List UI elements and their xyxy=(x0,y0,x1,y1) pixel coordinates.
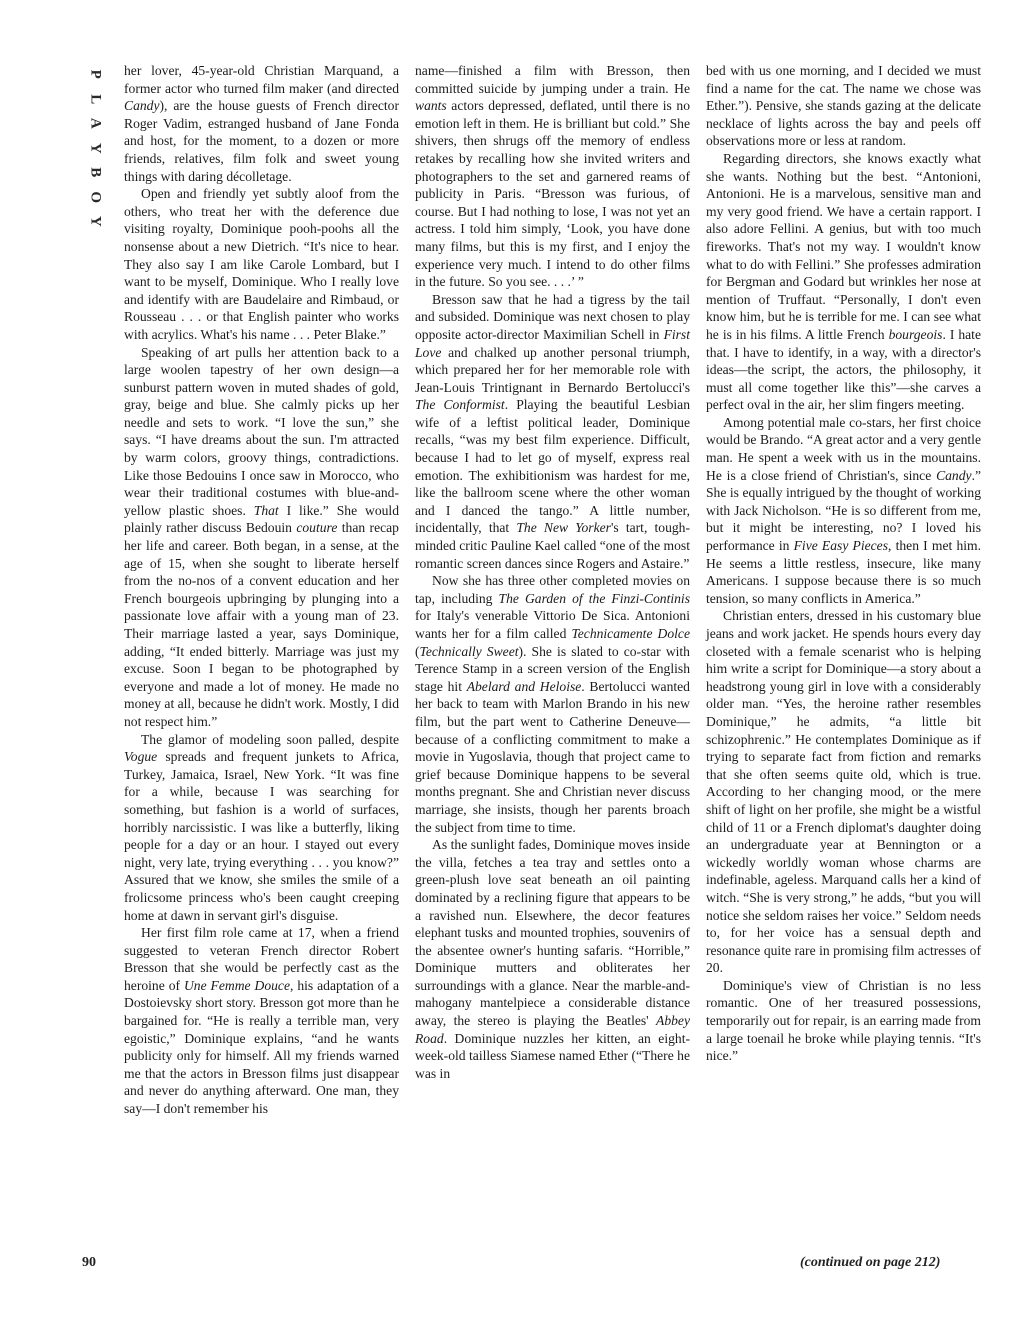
text-column-1 xyxy=(124,62,399,1118)
paragraph-text: Now she has three other completed movies on tap, including xyxy=(415,573,690,606)
paragraph-text: 's tart, tough-minded critic Pauline Kael called “one of the most romantic screen dances since Rogers and Astaire.” xyxy=(415,520,690,571)
article-paragraph xyxy=(124,731,399,925)
masthead-letter: B xyxy=(87,167,104,178)
paragraph-text: and chalked up another personal triumph, which prepared her for her memorable role with Jean-Louis Trintignant in Bernardo Bertolucci's xyxy=(415,344,690,395)
paragraph-text: I like.” She would plainly rather discuss Bedouin xyxy=(124,502,399,536)
article-paragraph xyxy=(706,607,981,976)
article-paragraph xyxy=(415,62,690,291)
paragraph-text: Her first film role came at 17, when a friend suggested to veteran French director Robert Bresson that she would be perfectly cast as the heroine of xyxy=(124,925,399,993)
paragraph-text: As the sunlight fades, Dominique moves inside the villa, fetches a tea tray and settles onto a green-plush love seat beneath an oil painting dominated by a reclining figure that appears to be a ravished nun. Elsewhere, the decor features elephant tusks and mounted trophies, souvenirs of the absentee owner's hunting safaris. “Horrible,” Dominique mutters and obliterates her surroundings with a glance. Near the marble-and-mahogany mantelpiece a considerable distance away, the stereo is playing the Beatles' xyxy=(415,837,690,1029)
paragraph-text: Open and friendly yet subtly aloof from the others, who treat her with the deference due visiting royalty, Dominique pooh-poohs all the nonsense about a new Dietrich. “It's nice to hear. They also say I am like Carole Lombard, but I want to be myself, Dominique. Who I really love and identify with are Baudelaire and Rimbaud, or Rousseau . . . or that English painter who works with acrylics. What's his name . . . Peter Blake.” xyxy=(124,186,399,342)
italic-title: Candy xyxy=(936,467,972,483)
paragraph-text: Among potential male co-stars, her first choice would be Brando. “A great actor and a very gentle man. He spent a week with us in the mountains. He is a close friend of Christian's, since xyxy=(706,414,981,483)
paragraph-text: , his adaptation of a Dostoievsky short story. Bresson got more than he bargained for. “He is really a terrible man, very egoistic,” Dominique explains, “and he wants publicity only for himself. All my friends warned me that the actors in Bresson films just disappear and never do anything afterward. One man, they say—I don't remember his xyxy=(124,977,399,1117)
article-paragraph xyxy=(415,291,690,573)
paragraph-text: Regarding directors, she knows exactly what she wants. Nothing but the best. “Antonioni, Antonioni. He is a marvelous, sensitive man and my very good friend. We have a certain rapport. I also adore Fellini. A genius, but with too much fireworks. That's not my way. I wouldn't know what to do with Fellini.” She professes admiration for Bergman and Godard but wrinkles her nose at mention of Truffaut. “Personally, I don't even know him, but he is terrible for me. I can see what he is in his films. A little French xyxy=(706,150,981,342)
italic-title: Abbey Road xyxy=(415,1013,690,1046)
paragraph-text: ( xyxy=(415,643,420,659)
italic-title: First Love xyxy=(415,326,690,360)
masthead-letter: L xyxy=(87,93,104,104)
paragraph-text: name—finished a film with Bresson, then committed suicide by jumping under a train. He xyxy=(415,63,690,96)
text-column-3 xyxy=(706,62,981,1065)
paragraph-text: ), are the house guests of French director Roger Vadim, estranged husband of Jane Fonda and host, for the moment, to a dozen or more friends, relatives, film folk and sweet young things with daring décolletage. xyxy=(124,98,399,184)
italic-title: Technically Sweet xyxy=(419,643,519,659)
paragraph-text: actors depressed, deflated, until there is no emotion left in them. He is brilliant but cold.” She shivers, then shrugs off the memory of endless retakes by recalling how she invited writers and photographers to the set and garnered reams of publicity in Paris. “Bresson was furious, of course. But I had nothing to lose, I was not yet an actress. I told him simply, ‘Look, you have done many films, but this is my first, and I enjoy the experience very much. I intend to do other films in the future. So you see. . . .’ ” xyxy=(415,98,690,290)
paragraph-text: her lover, 45-year-old Christian Marquand, a former actor who turned film maker (and directed xyxy=(124,63,399,96)
italic-title: Technicamente Dolce xyxy=(571,626,690,641)
masthead-letter: Y xyxy=(87,215,104,227)
paragraph-text: Speaking of art pulls her attention back to a large woolen tapestry of her own design—a sunburst pattern woven in muted shades of gold, gray, beige and blue. She calmly picks up her needle and sets to work. “I love the sun,” she says. “I have dreams about the sun. I'm attracted by warm colors, groovy things, contradictions. Like those Bedouins I once saw in Morocco, who wear their traditional costumes with blue-and-yellow plastic shoes. xyxy=(124,344,399,518)
article-paragraph xyxy=(415,836,690,1082)
paragraph-text: than recap her life and career. Both began, in a sense, at the age of 15, when she sought to liberate herself from the no-nos of a convent education and her French bourgeois upbringing by plunging into a passionate love affair with a young man of 23. Their marriage lasted a year, says Dominique, adding, “It ended bitterly. Marriage was just my excuse. Soon I began to be photographed by everyone and made a lot of money. He made no money at all, because he didn't work. Mostly, I did not respect him.” xyxy=(124,520,399,729)
italic-title: Abelard and Heloise xyxy=(466,678,582,694)
paragraph-text: The glamor of modeling soon palled, despite xyxy=(141,731,399,747)
article-paragraph xyxy=(706,977,981,1065)
article-paragraph xyxy=(706,414,981,608)
paragraph-text: Christian enters, dressed in his customary blue jeans and work jacket. He spends hours every day closeted with a female scenarist who is helping him write a script for Dominique—a story about a headstrong young girl in love with a considerably older man. “Yes, the heroine rather resembles Dominique,” he admits, “a little bit schizophrenic.” He contemplates Dominique as if trying to separate fact from fiction and remarks that she often seems quite old, which is true. According to her changing mood, or the mere shift of light on her profile, she might be a wistful child of 11 or a French diplomat's daughter doing an undergraduate year at Bennington or a wickedly worldly woman whose charms are indefinable, ageless. Marquand calls her a kind of witch. “She is very strong,” he adds, “but you will notice she seldom raises her voice.” Seldom needs to, for her voice has a sensual depth and resonance quite rare in promising film actresses of 20. xyxy=(706,608,981,976)
paragraph-text: ). She is slated to co-star with Terence Stamp in a screen version of the English stage hit xyxy=(415,643,690,694)
italic-title: That xyxy=(253,502,279,518)
paragraph-text: . Bertolucci wanted her back to team with Marlon Brando in his new film, but the part went to Catherine Deneuve—because of a conflicting commitment to make a movie in Yugoslavia, though that project came to grief because Dominique happens to be several months pregnant. She and Christian never discuss marriage, she insists, though her parents broach the subject from time to time. xyxy=(415,678,690,835)
paragraph-text: , then I met him. He seems a little restless, insecure, like many Americans. I suppose because there is so much tension, so many conflicts in America.” xyxy=(706,538,981,606)
article-paragraph xyxy=(415,572,690,836)
masthead-letter: P xyxy=(87,69,104,79)
masthead-vertical xyxy=(84,62,106,234)
paragraph-text: Dominique's view of Christian is no less romantic. One of her treasured possessions, temporarily out for repair, is an earring made from a large toenail he broke while playing tennis. “It's nice.” xyxy=(706,977,981,1064)
text-column-2 xyxy=(415,62,690,1082)
paragraph-text: spreads and frequent junkets to Africa, Turkey, Jamaica, Israel, New York. “It was fine for a while, because I was searching for something, but fashion is a world of surfaces, horribly narcissistic. I was like a butterfly, liking people for a day or an hour. I stayed out every night, very late, trying everything . . . you know?” Assured that we know, she smiles the smile of a frolicsome princess who's been caught creeping home at dawn in servant girl's disguise. xyxy=(124,749,399,923)
italic-title: bourgeois xyxy=(888,326,943,342)
paragraph-text: . I hate that. I have to identify, in a way, with a director's ideas—the script, the actors, the philosophy, it must all come together like this”—she carves a perfect oval in the air, her slim fingers meeting. xyxy=(706,326,981,413)
paragraph-text: . Dominique nuzzles her kitten, an eight-week-old tailless Siamese named Ether (“There he was in xyxy=(415,1030,690,1081)
italic-title: The Conformist xyxy=(415,397,505,413)
italic-title: Candy xyxy=(124,98,160,114)
article-paragraph xyxy=(124,62,399,185)
italic-title: Une Femme Douce xyxy=(183,977,290,993)
masthead-letter: A xyxy=(87,117,104,129)
article-paragraph xyxy=(124,344,399,731)
paragraph-text: .” She is equally intrigued by the thought of working with Jack Nicholson. “He is so different from me, but it might be interesting, no? I loved his performance in xyxy=(706,467,981,554)
italic-title: wants xyxy=(415,98,447,114)
article-paragraph xyxy=(706,62,981,150)
paragraph-text: Bresson saw that he had a tigress by the tail and subsided. Dominique was next chosen to play opposite actor-director Maximilian Schell in xyxy=(415,291,690,342)
article-paragraph xyxy=(706,150,981,414)
italic-title: The New Yorker xyxy=(516,520,611,536)
page-number: 90 xyxy=(82,1255,96,1270)
paragraph-text: bed with us one morning, and I decided we must find a name for the cat. The name we chose was Ether.”). Pensive, she stands gazing at the delicate necklace of lights across the bay and peels off observations more or less at random. xyxy=(706,63,981,149)
article-paragraph xyxy=(124,185,399,343)
italic-title: couture xyxy=(296,520,338,536)
masthead-letter: Y xyxy=(87,142,104,154)
paragraph-text: . Playing the beautiful Lesbian wife of a leftist political leader, Dominique recalls, “was my best film experience. Difficult, because I had to let go of myself, express real emotion. The exhibitionism was hardest for me, like the ballroom scene where the other woman and I danced the tango.” A little number, incidentally, that xyxy=(415,397,690,536)
italic-title: The Garden of the Finzi-Continis xyxy=(498,590,690,606)
continued-note: (continued on page 212) xyxy=(800,1255,941,1270)
paragraph-text: for Italy's venerable Vittorio De Sica. Antonioni wants her for a film called xyxy=(415,608,690,641)
masthead-letter: O xyxy=(87,190,104,203)
article-paragraph xyxy=(124,924,399,1118)
italic-title: Five Easy Pieces xyxy=(793,538,889,554)
italic-title: Vogue xyxy=(124,749,158,765)
